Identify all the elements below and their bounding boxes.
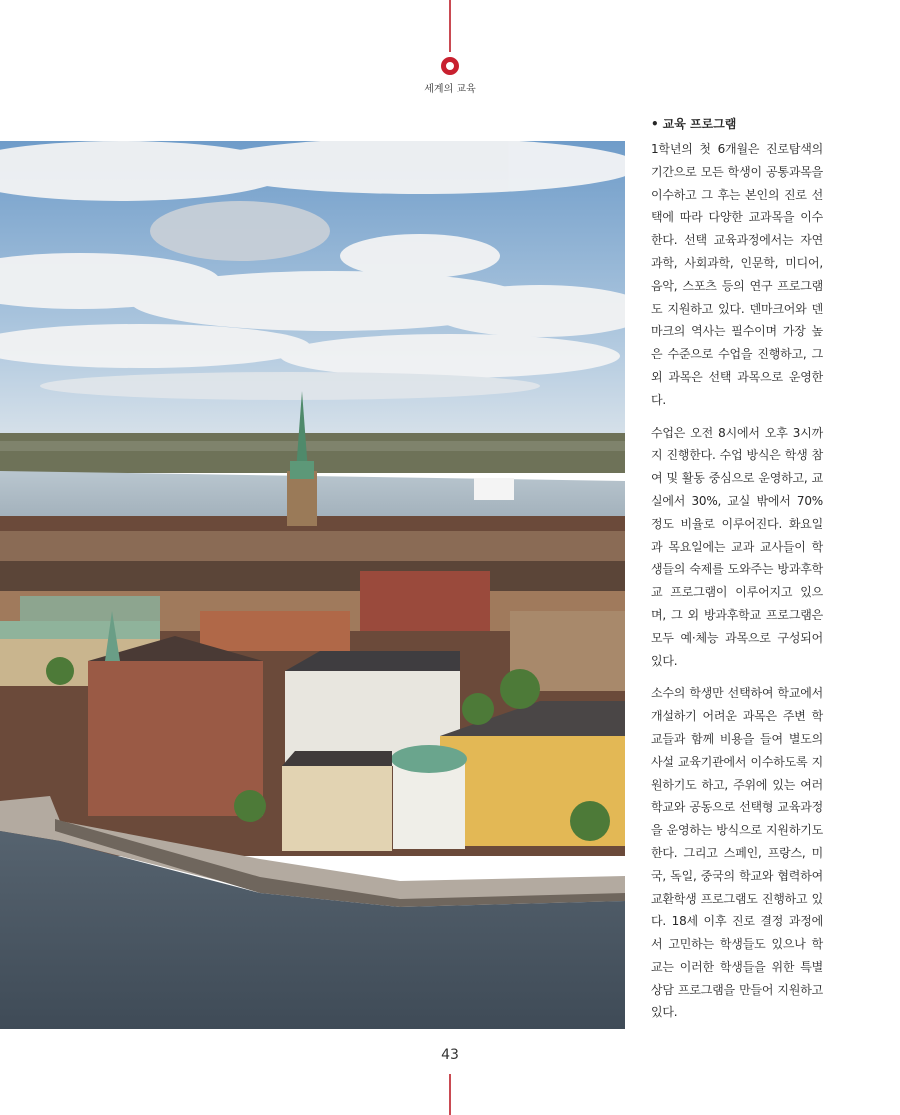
article-body [651,114,823,1034]
heading-bullet: • [651,117,659,131]
section-heading-text: 교육 프로그램 [662,117,737,131]
section-label: 세계의 교육 [424,84,476,95]
page-number: 43 [441,1047,459,1063]
paragraph: 소수의 학생만 선택하여 학교에서 개설하기 어려운 과목은 주변 학교들과 함께 비용을 들여 별도의 사설 교육기관에서 이수하도록 지원하기도 하고, 주위에 있는 여러 학교와 공동으로 선택형 교육과정을 운영하는 방식으로 지원하기도 한다. 그리고 스페인, 프랑스, 미국, 독일, 중국의 학교와 협력하여 교환학생 프로그램도 진행하고 있다. 18세 이후 진로 결정 과정에서 고민하는 학생들도 있으나 학교는 이러한 학생들을 위한 특별 상담 프로그램을 만들어 지원하고 있다. [651,686,823,1020]
bottom-divider-line [449,1074,451,1115]
section-heading [651,114,823,134]
top-divider-line [449,0,451,52]
section-marker-icon [441,57,459,75]
paragraph: 1학년의 첫 6개월은 진로탐색의 기간으로 모든 학생이 공통과목을 이수하고 그 후는 본인의 진로 선택에 따라 다양한 교과목을 이수한다. 선택 교육과정에서는 자연과학, 사회과학, 인문학, 미디어, 음악, 스포츠 등의 연구 프로그램도 지원하고 있다. 덴마크어와 덴마크의 역사는 필수이며 가장 높은 수준으로 수업을 진행하고, 그 외 과목은 선택 과목으로 운영한다. [651,142,823,407]
paragraph: 수업은 오전 8시에서 오후 3시까지 진행한다. 수업 방식은 학생 참여 및 활동 중심으로 운영하고, 교실에서 30%, 교실 밖에서 70%정도 비율로 이루어진다. 화요일과 목요일에는 교과 교사들이 학생들의 숙제를 도와주는 방과후학교 프로그램이 이루어지고 있으며, 그 외 방과후학교 프로그램은 모두 예·체능 과목으로 구성되어 있다. [651,425,823,668]
stockholm-aerial-photo [0,141,625,1029]
